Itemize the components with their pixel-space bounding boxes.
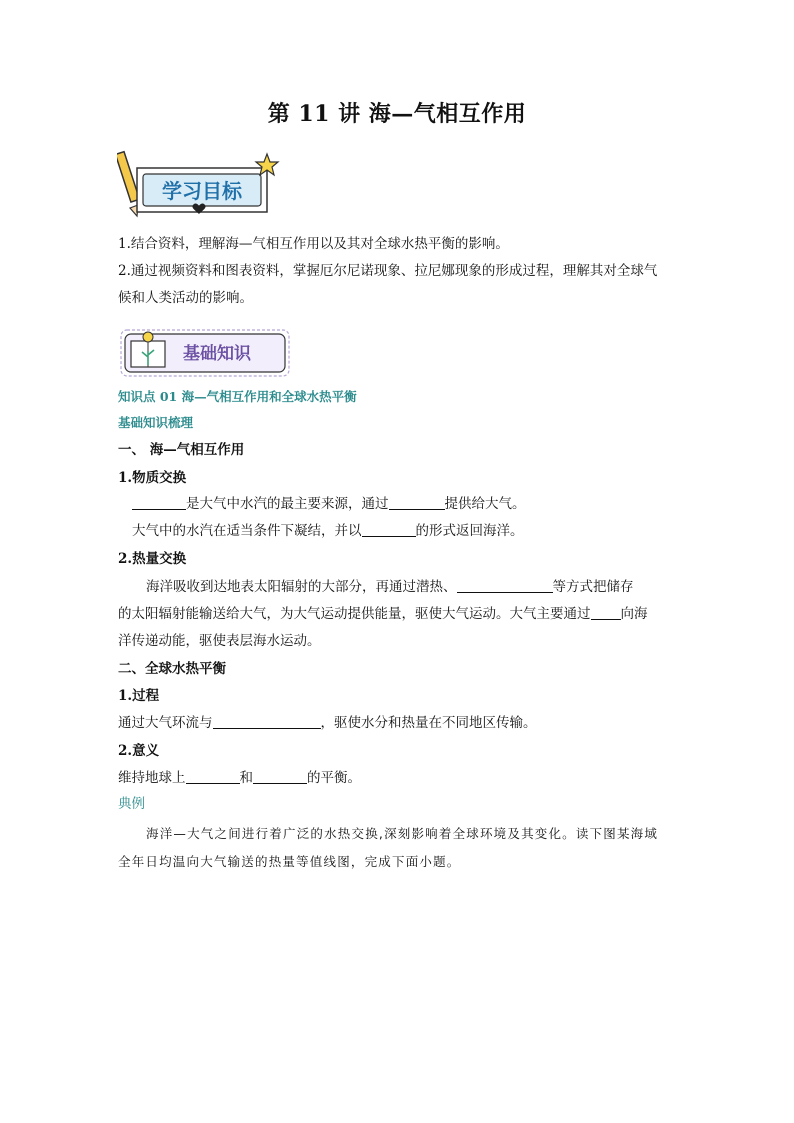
example-text-line-2: 全年日均温向大气输送的热量等值线图，完成下面小题。: [118, 854, 461, 869]
section-2-heading: 二、全球水热平衡: [118, 661, 226, 677]
basic-knowledge-badge: [117, 327, 292, 379]
knowledge-subheading: 基础知识梳理: [118, 415, 194, 430]
blank-3[interactable]: [362, 522, 416, 537]
goal-item-2-line1: 2.通过视频资料和图表资料，掌握厄尔尼诺现象、拉尼娜现象的形成过程，理解其对全球气: [118, 263, 658, 279]
heat-line-1: 海洋吸收到达地表太阳辐射的大部分，再通过潜热、 等方式把储存: [146, 579, 634, 595]
blank-6[interactable]: [213, 714, 321, 729]
process-heading: 1.过程: [118, 688, 160, 704]
section-1-heading: 一、 海—气相互作用: [118, 442, 245, 458]
blank-8[interactable]: [253, 769, 307, 784]
meaning-line: 维持地球上 和 的平衡。: [118, 770, 361, 786]
page-title: 第 11 讲 海—气相互作用: [267, 101, 527, 127]
material-exchange-heading: 1.物质交换: [118, 470, 187, 486]
knowledge-point-heading: 知识点 01 海—气相互作用和全球水热平衡: [118, 389, 357, 404]
meaning-heading: 2.意义: [118, 743, 160, 759]
material-line-2: 大气中的水汽在适当条件下凝结，并以 的形式返回海洋。: [132, 523, 524, 539]
goal-item-1: 1.结合资料，理解海—气相互作用以及其对全球水热平衡的影响。: [118, 236, 509, 252]
material-line-1: 是大气中水汽的最主要来源，通过 提供给大气。: [132, 494, 526, 514]
blank-7[interactable]: [186, 769, 240, 784]
blank-5[interactable]: [591, 605, 621, 620]
badge-knowledge-label: 基础知识: [183, 344, 251, 364]
example-text-line-1: 海洋—大气之间进行着广泛的水热交换,深刻影响着全球环境及其变化。读下图某海域: [146, 826, 659, 841]
goal-item-2-line2: 候和人类活动的影响。: [118, 290, 253, 306]
badge-goal-label: 学习目标: [162, 179, 242, 203]
blank-4[interactable]: [457, 578, 553, 593]
pencil-icon: [117, 152, 139, 216]
example-label: 典例: [118, 796, 145, 812]
learning-goals-badge: [117, 150, 282, 222]
heat-line-2: 的太阳辐射能输送给大气，为大气运动提供能量，驱使大气运动。大气主要通过 向海: [118, 606, 648, 622]
blank-1[interactable]: [132, 495, 186, 510]
blank-2[interactable]: [389, 495, 445, 510]
process-line: 通过大气环流与 ，驱使水分和热量在不同地区传输。: [118, 715, 537, 731]
heat-exchange-heading: 2.热量交换: [118, 551, 187, 567]
heat-line-3: 洋传递动能，驱使表层海水运动。: [118, 633, 321, 649]
